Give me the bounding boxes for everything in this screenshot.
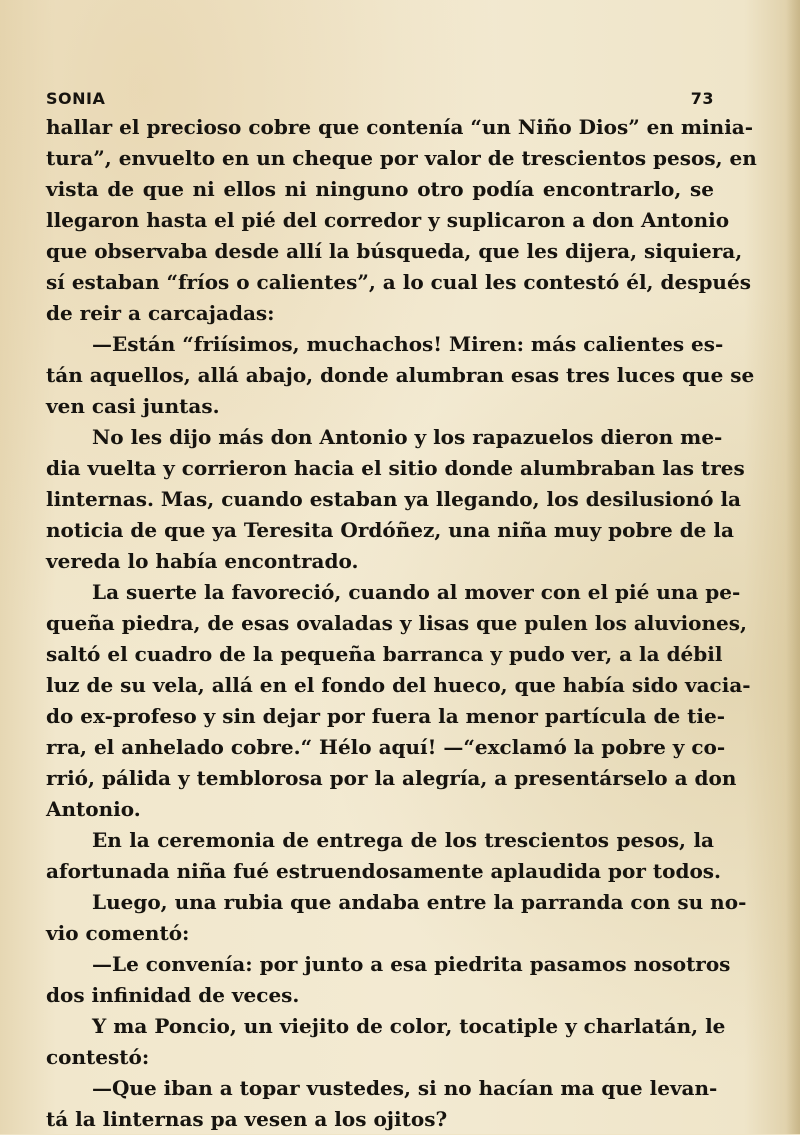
text-line: No les dijo más don Antonio y los rapazuelos dieron me- [92,425,723,449]
text-line: hallar el precioso cobre que contenía “un Niño Dios” en minia- [46,115,754,139]
text-line: linternas. Mas, cuando estaban ya llegando, los desilusionó la [46,487,741,511]
text-line: dos infinidad de veces. [46,983,300,1007]
text-line: que observaba desde allí la búsqueda, que les dijera, siquiera, [46,239,743,263]
text-line: rrió, pálida y temblorosa por la alegría, a presentárselo a don [46,766,737,790]
text-line: dia vuelta y corrieron hacia el sitio donde alumbraban las tres [46,456,745,480]
text-line: tán aquellos, allá abajo, donde alumbran esas tres luces que se [46,363,755,387]
text-line: Antonio. [46,797,141,821]
text-line: —Están “friísimos, muchachos! Miren: más calientes es- [92,332,724,356]
running-head-title: SONIA [46,89,106,108]
body-text [46,112,757,1135]
text-line: tura”, envuelto en un cheque por valor de trescientos pesos, en [46,146,757,170]
text-line: do ex-profeso y sin dejar por fuera la menor partícula de tie- [46,704,726,728]
text-line: afortunada niña fué estruendosamente aplaudida por todos. [46,859,721,883]
text-line: luz de su vela, allá en el fondo del hueco, que había sido vacia- [46,673,751,697]
page-edge-shadow [786,0,800,1134]
page-number: 73 [690,89,714,108]
text-line: noticia de que ya Teresita Ordóñez, una niña muy pobre de la [46,518,734,542]
text-line: vio comentó: [46,921,190,945]
text-line: vista de que ni ellos ni ninguno otro podía encontrarlo, se [46,177,714,201]
text-line: contestó: [46,1045,150,1069]
text-line: —Que iban a topar vustedes, si no hacían ma que levan- [92,1076,718,1100]
text-line: queña piedra, de esas ovaladas y lisas que pulen los aluviones, [46,611,747,635]
text-line: saltó el cuadro de la pequeña barranca y pudo ver, a la débil [46,642,723,666]
text-line: tá la linternas pa vesen a los ojitos? [46,1107,448,1131]
text-line: de reir a carcajadas: [46,301,275,325]
text-line: —Le convenía: por junto a esa piedrita pasamos nosotros [92,952,731,976]
text-line: En la ceremonia de entrega de los trescientos pesos, la [92,828,714,852]
text-line: llegaron hasta el pié del corredor y suplicaron a don Antonio [46,208,730,232]
text-line: ven casi juntas. [46,394,220,418]
text-line: vereda lo había encontrado. [46,549,359,573]
text-line: Luego, una rubia que andaba entre la parranda con su no- [92,890,747,914]
text-line: sí estaban “fríos o calientes”, a lo cual les contestó él, después [46,270,751,294]
text-line: rra, el anhelado cobre.“ Hélo aquí! —“exclamó la pobre y co- [46,735,726,759]
running-head [46,89,714,111]
text-line: La suerte la favoreció, cuando al mover con el pié una pe- [92,580,741,604]
text-line: Y ma Poncio, un viejito de color, tocatiple y charlatán, le [92,1014,726,1038]
